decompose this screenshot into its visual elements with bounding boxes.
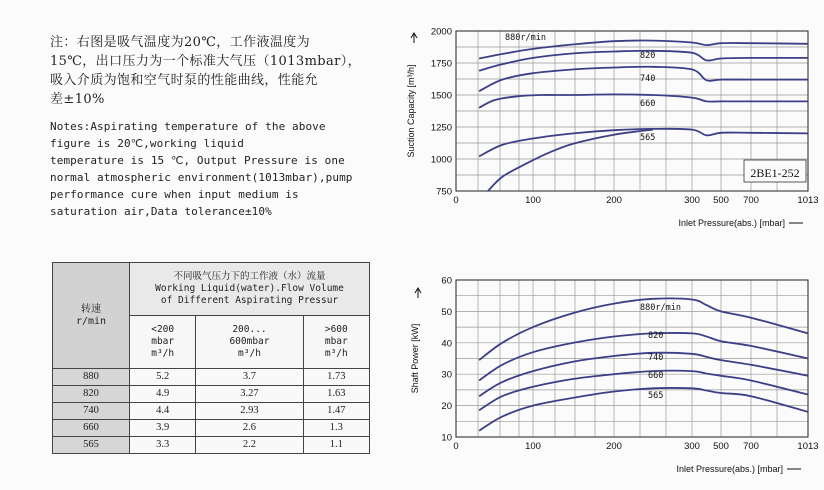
speed-cell: 820 — [53, 386, 130, 403]
y-tick-label: 30 — [441, 369, 452, 381]
column-header-line: m³/h — [324, 348, 348, 359]
column-header-line: mbar — [151, 336, 175, 347]
y-tick-label: 750 — [436, 186, 452, 198]
flow-header-en-1: Working Liquid(water).Flow Volume — [155, 283, 344, 294]
value-cell: 3.3 — [130, 437, 196, 454]
model-label: 2BE1-252 — [750, 166, 800, 180]
y-tick-label: 50 — [441, 306, 452, 318]
flow-header-en-2: of Different Aspirating Pressur — [160, 295, 339, 306]
x-tick-label: 1013 — [797, 441, 819, 452]
series-line — [479, 388, 808, 431]
x-tick-label: 200 — [606, 195, 622, 206]
column-header-line: <200 — [151, 324, 175, 335]
value-cell: 3.27 — [196, 386, 303, 403]
column-header-line: m³/h — [151, 348, 175, 359]
x-tick-label: 700 — [743, 195, 759, 206]
curve-label: 820 — [640, 51, 656, 61]
x-tick-label: 100 — [525, 441, 541, 452]
chinese-note-line: 15℃，出口压力为一个标准大气压（1013mbar）， — [50, 54, 362, 69]
column-header-line: >600 — [324, 324, 348, 335]
y-tick-label: 1750 — [430, 58, 452, 70]
curve-label: 660 — [640, 99, 656, 109]
column-header-line: mbar — [324, 336, 348, 347]
value-cell: 2.2 — [196, 437, 303, 454]
x-tick-label: 0 — [453, 195, 459, 206]
y-tick-label: 40 — [441, 338, 452, 350]
x-tick-label: 200 — [606, 441, 622, 452]
english-note-line: normal atmospheric environment(1013mbar),pump — [50, 171, 353, 184]
x-tick-label: 300 — [684, 441, 700, 452]
value-cell: 4.9 — [130, 386, 196, 403]
column-header-line: m³/h — [238, 348, 261, 359]
value-cell: 5.2 — [130, 369, 196, 386]
value-cell: 3.9 — [130, 420, 196, 437]
value-cell: 2.6 — [196, 420, 303, 437]
x-axis-label: Inlet Pressure(abs.) [mbar] — [678, 218, 785, 228]
y-axis-label: Suction Capacity [m³/h] — [406, 64, 416, 158]
value-cell: 1.3 — [303, 420, 369, 437]
y-tick-label: 20 — [441, 401, 452, 413]
value-cell: 1.73 — [303, 369, 369, 386]
chinese-note-line: 吸入介质为饱和空气时泵的性能曲线，性能允 — [50, 73, 319, 88]
value-cell: 1.1 — [303, 437, 369, 454]
x-tick-label: 300 — [684, 195, 700, 206]
speed-cell: 880 — [53, 369, 130, 386]
x-tick-label: 1013 — [797, 195, 819, 206]
english-note-line: Notes:Aspirating temperature of the above — [50, 120, 326, 133]
speed-cell: 565 — [53, 437, 130, 454]
x-tick-label: 100 — [525, 195, 541, 206]
y-tick-label: 60 — [441, 275, 452, 287]
flow-header-cn: 不同吸气压力下的工作液（水）流量 — [173, 271, 326, 282]
chinese-note-line: 注：右图是吸气温度为20℃，工作液温度为 — [50, 35, 311, 50]
speed-header-cn: 转速 — [81, 303, 101, 315]
curve-label: 565 — [640, 133, 656, 143]
value-cell: 4.4 — [130, 403, 196, 420]
x-axis-label: Inlet Pressure(abs.) [mbar] — [676, 464, 783, 474]
curve-label: 565 — [648, 391, 664, 401]
curve-label: 820 — [648, 331, 664, 341]
english-note-line: temperature is 15 ℃, Output Pressure is one — [50, 154, 345, 167]
value-cell: 2.93 — [196, 403, 303, 420]
curve-label: 740 — [648, 353, 664, 363]
y-tick-label: 10 — [441, 432, 452, 444]
curve-label: 880r/min — [505, 33, 546, 43]
y-tick-label: 1000 — [430, 154, 452, 166]
y-tick-label: 2000 — [430, 26, 452, 38]
curve-label: 660 — [648, 371, 664, 381]
x-tick-label: 500 — [713, 441, 729, 452]
column-header-line: 200... — [232, 324, 267, 335]
value-cell: 1.63 — [303, 386, 369, 403]
chinese-note-line: 差±10% — [50, 92, 105, 107]
curve-label: 880r/min — [640, 303, 681, 313]
x-tick-label: 0 — [453, 441, 459, 452]
english-note-line: figure is 20℃,working liquid — [50, 137, 244, 150]
curves — [479, 298, 808, 430]
y-tick-label: 1500 — [430, 90, 452, 102]
column-header-line: 600mbar — [229, 336, 270, 347]
english-note-line: saturation air,Data tolerance±10% — [50, 205, 272, 218]
series-line — [479, 371, 808, 411]
speed-cell: 740 — [53, 403, 130, 420]
x-tick-label: 500 — [713, 195, 729, 206]
speed-header-unit: r/min — [75, 315, 107, 327]
curve-label: 740 — [640, 74, 656, 84]
y-axis-label: Shaft Power [kW] — [410, 323, 420, 394]
value-cell: 1.47 — [303, 403, 369, 420]
value-cell: 3.7 — [196, 369, 303, 386]
y-tick-label: 1250 — [430, 122, 452, 134]
speed-cell: 660 — [53, 420, 130, 437]
english-note-line: performance cure when input medium is — [50, 188, 299, 201]
x-tick-label: 700 — [743, 441, 759, 452]
